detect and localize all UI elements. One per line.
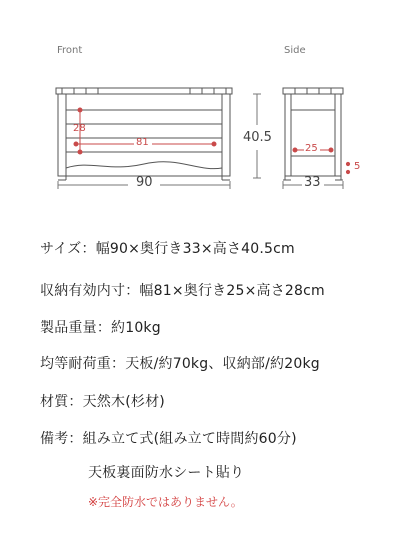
product-diagram [0, 0, 420, 210]
front-view-label: Front [57, 45, 83, 56]
spec-inner-size: 収納有効内寸：幅81×奥行き25×高さ28cm [40, 283, 325, 299]
spec-value: 天然木(杉材) [82, 394, 165, 410]
spec-label: 均等耐荷重 [40, 356, 111, 372]
spec-label: サイズ [40, 241, 82, 257]
side-gap-value: 5 [354, 161, 361, 172]
spec-value: 組み立て式(組み立て時間約60分) [82, 431, 297, 447]
front-inner-width-value: 81 [136, 137, 149, 148]
side-depth-value: 33 [304, 175, 321, 190]
spec-notes: 備考：組み立て式(組み立て時間約60分) [40, 431, 297, 447]
spec-label: 収納有効内寸 [40, 283, 126, 299]
spec-notes-extra: 天板裏面防水シート貼り [88, 465, 245, 481]
waterproof-note: ※完全防水ではありません。 [88, 495, 243, 509]
spec-load: 均等耐荷重：天板/約70kg、収納部/約20kg [40, 356, 320, 372]
spec-weight: 製品重量：約10kg [40, 320, 161, 336]
side-view-label: Side [284, 45, 306, 56]
side-view-drawing [283, 88, 343, 180]
spec-value: 幅90×奥行き33×高さ40.5cm [95, 241, 295, 257]
spec-label: 製品重量 [40, 320, 97, 336]
height-value: 40.5 [243, 130, 272, 145]
spec-value: 約10kg [111, 320, 161, 336]
spec-material: 材質：天然木(杉材) [40, 394, 165, 410]
front-inner-height-value: 28 [73, 123, 86, 134]
spec-value: 天板/約70kg、収納部/約20kg [125, 356, 320, 372]
front-width-value: 90 [136, 175, 153, 190]
side-inner-depth-value: 25 [305, 143, 318, 154]
spec-value: 幅81×奥行き25×高さ28cm [139, 283, 325, 299]
spec-label: 材質 [40, 394, 69, 410]
spec-size: サイズ：幅90×奥行き33×高さ40.5cm [40, 241, 295, 257]
front-view-drawing [56, 88, 232, 180]
spec-label: 備考 [40, 431, 69, 447]
